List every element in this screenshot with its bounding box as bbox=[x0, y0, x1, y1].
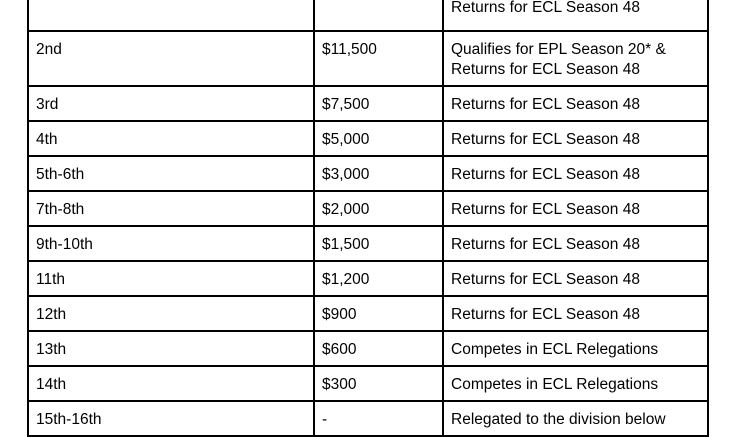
outcome-cell: Competes in ECL Relegations bbox=[443, 331, 708, 366]
place-cell: 9th-10th bbox=[28, 226, 314, 261]
place-cell: 14th bbox=[28, 366, 314, 401]
place-cell: 13th bbox=[28, 331, 314, 366]
outcome-cell: Returns for ECL Season 48 bbox=[443, 0, 708, 31]
outcome-cell: Returns for ECL Season 48 bbox=[443, 261, 708, 296]
prize-cell: - bbox=[314, 401, 443, 436]
outcome-cell: Returns for ECL Season 48 bbox=[443, 191, 708, 226]
table-row bbox=[28, 226, 708, 261]
place-cell: 15th-16th bbox=[28, 401, 314, 436]
prize-cell: $11,500 bbox=[314, 31, 443, 86]
place-cell: 2nd bbox=[28, 31, 314, 86]
prize-cell: $1,500 bbox=[314, 226, 443, 261]
place-cell: 3rd bbox=[28, 86, 314, 121]
outcome-cell: Returns for ECL Season 48 bbox=[443, 156, 708, 191]
prize-cell: $7,500 bbox=[314, 86, 443, 121]
table-row bbox=[28, 86, 708, 121]
prize-cell: $900 bbox=[314, 296, 443, 331]
outcome-cell: Competes in ECL Relegations bbox=[443, 366, 708, 401]
prize-cell bbox=[314, 0, 443, 31]
table-row bbox=[28, 121, 708, 156]
outcome-cell: Returns for ECL Season 48 bbox=[443, 226, 708, 261]
prize-cell: $3,000 bbox=[314, 156, 443, 191]
prize-cell: $600 bbox=[314, 331, 443, 366]
prize-cell: $300 bbox=[314, 366, 443, 401]
place-cell: 7th-8th bbox=[28, 191, 314, 226]
table-row bbox=[28, 261, 708, 296]
table-row bbox=[28, 156, 708, 191]
place-cell: 5th-6th bbox=[28, 156, 314, 191]
table-row bbox=[28, 31, 708, 86]
prize-table-container bbox=[27, 0, 709, 437]
table-row bbox=[28, 366, 708, 401]
prize-cell: $1,200 bbox=[314, 261, 443, 296]
prize-cell: $5,000 bbox=[314, 121, 443, 156]
place-cell: 4th bbox=[28, 121, 314, 156]
table-row bbox=[28, 331, 708, 366]
outcome-cell: Relegated to the division below bbox=[443, 401, 708, 436]
table-row bbox=[28, 296, 708, 331]
outcome-cell: Returns for ECL Season 48 bbox=[443, 121, 708, 156]
prize-table bbox=[27, 0, 709, 437]
outcome-cell: Returns for ECL Season 48 bbox=[443, 86, 708, 121]
outcome-cell: Returns for ECL Season 48 bbox=[443, 296, 708, 331]
place-cell bbox=[28, 0, 314, 31]
place-cell: 12th bbox=[28, 296, 314, 331]
table-row bbox=[28, 0, 708, 31]
prize-cell: $2,000 bbox=[314, 191, 443, 226]
outcome-cell: Qualifies for EPL Season 20* & Returns for ECL Season 48 bbox=[443, 31, 708, 86]
place-cell: 11th bbox=[28, 261, 314, 296]
table-row bbox=[28, 191, 708, 226]
